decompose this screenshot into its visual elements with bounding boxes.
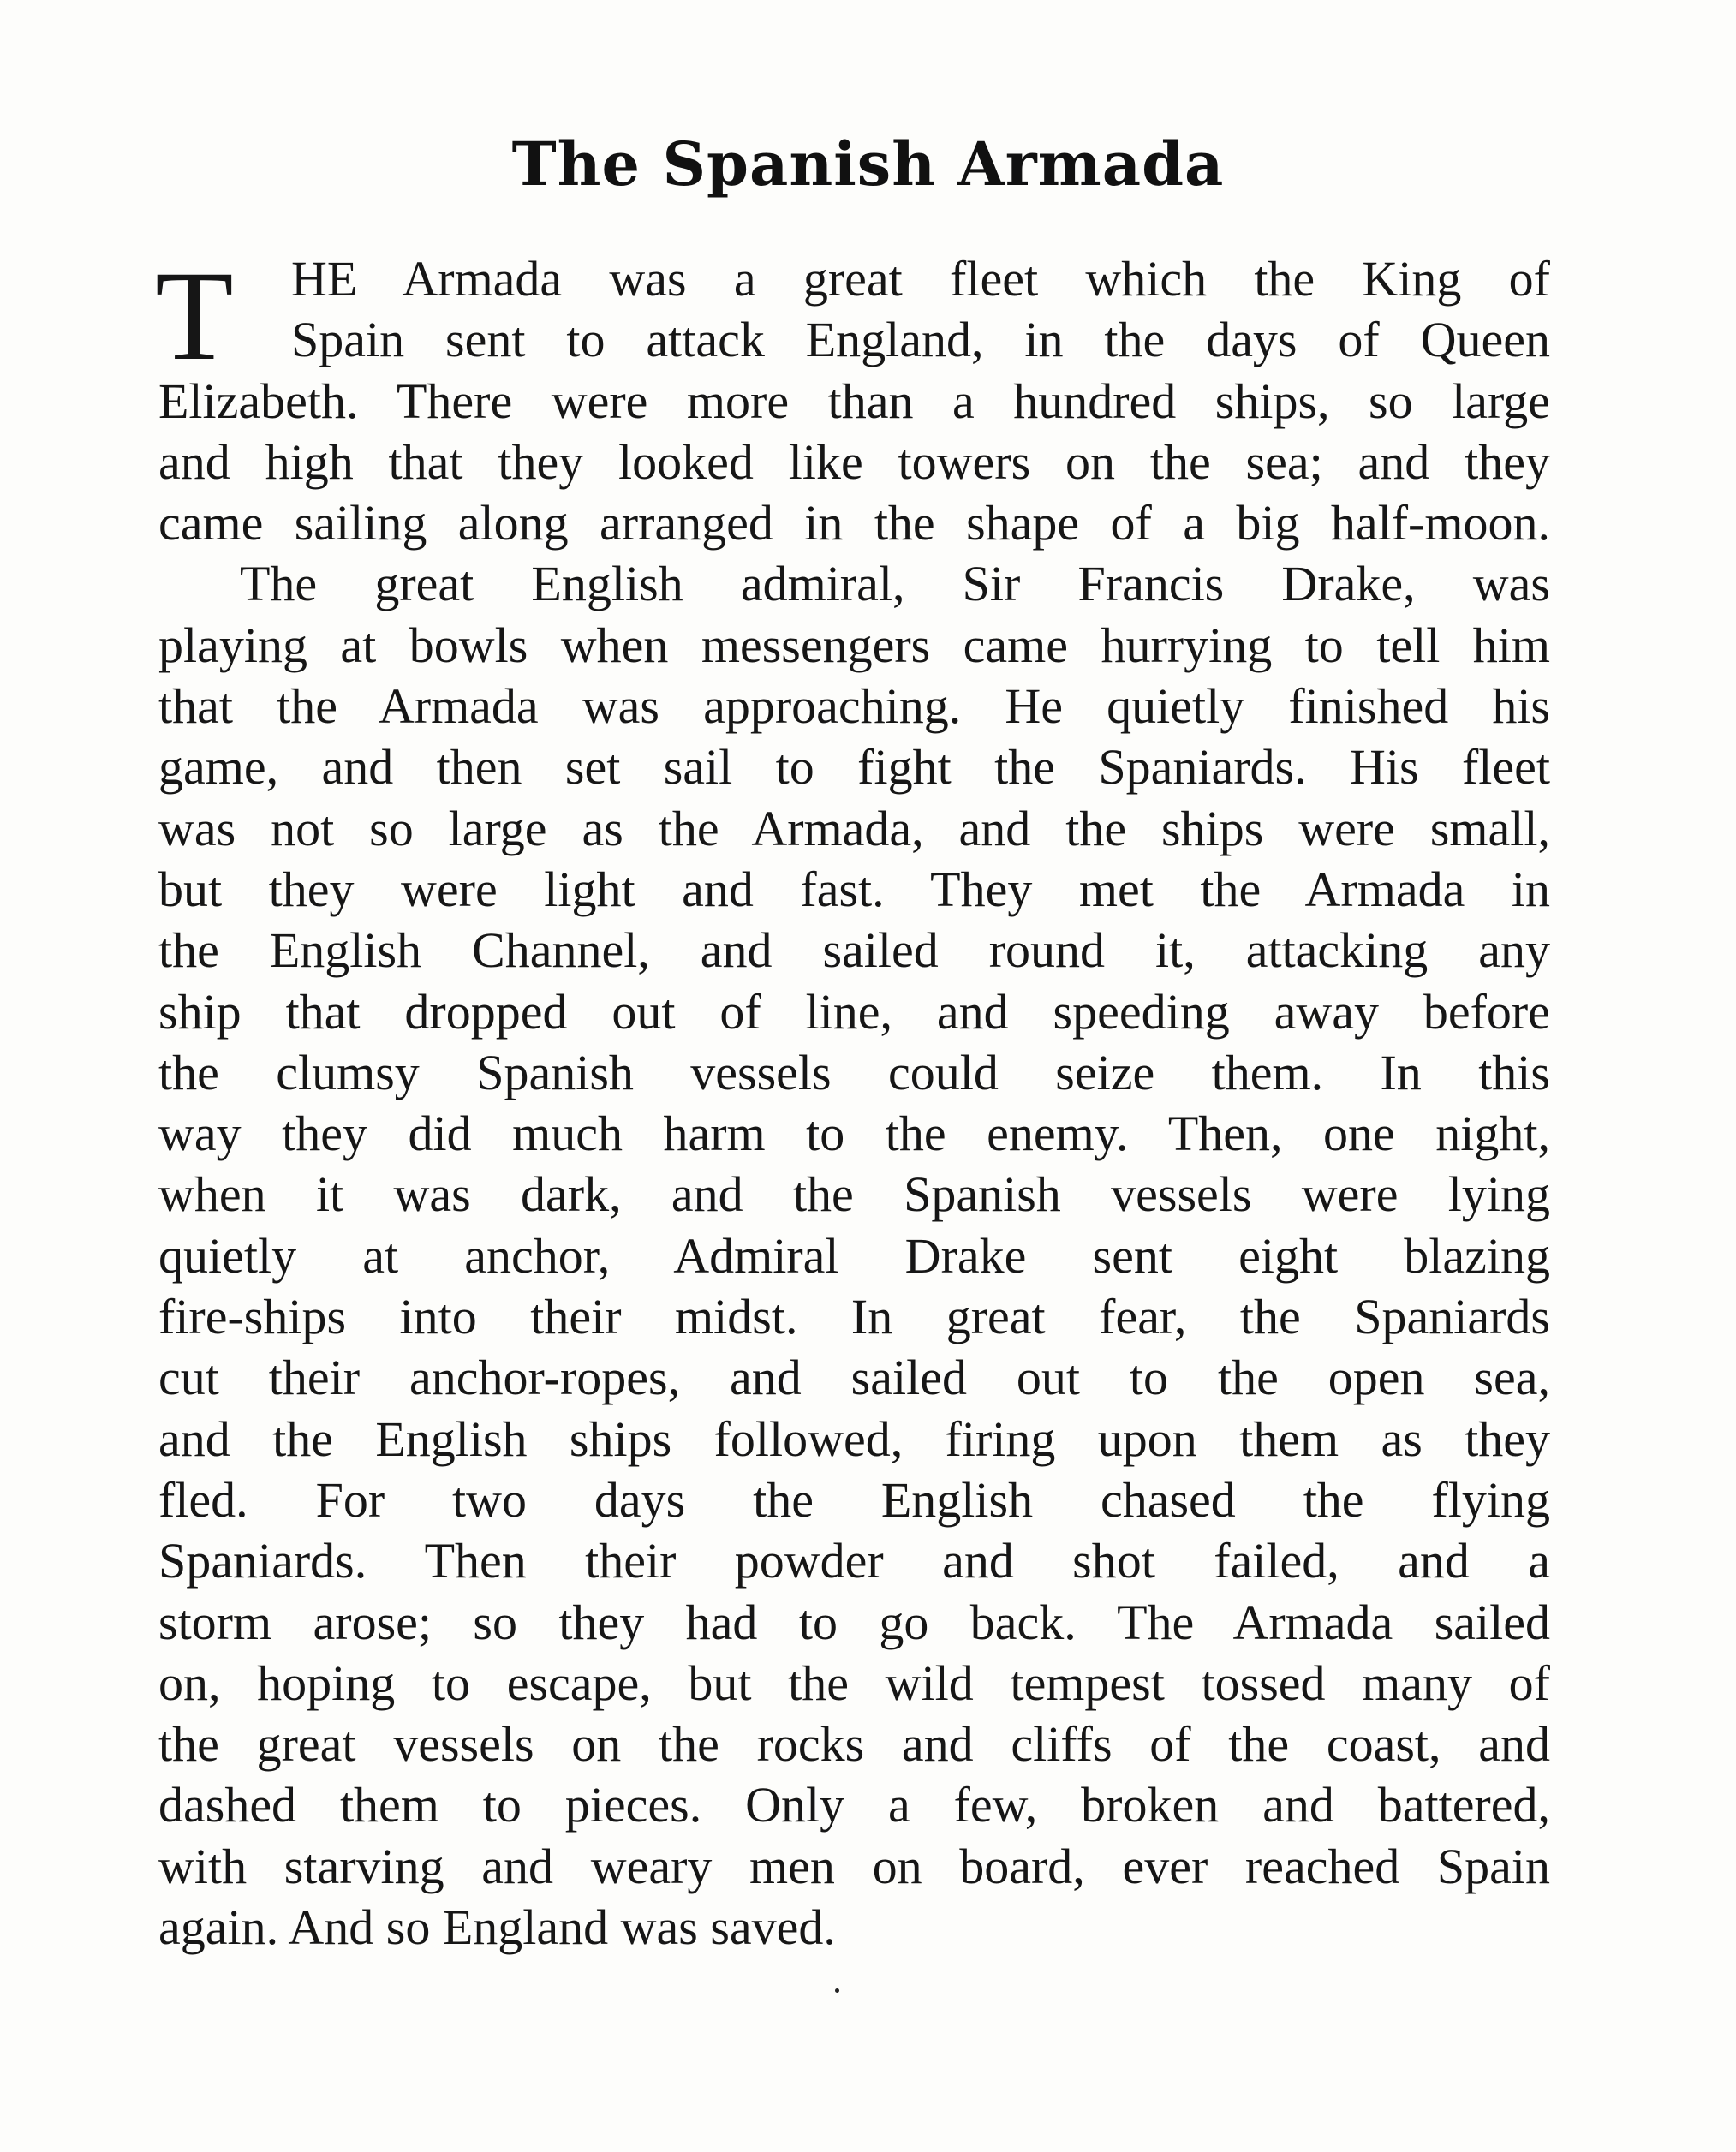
text-line-8: that the Armada was approaching. He quietly finished his — [158, 678, 1550, 735]
text-line-14: the clumsy Spanish vessels could seize them. In this — [158, 1044, 1550, 1100]
text-line-26: dashed them to pieces. Only a few, broken and battered, — [158, 1777, 1550, 1833]
text-line-20: and the English ships followed, firing upon them as they — [158, 1410, 1550, 1467]
text-line-7: playing at bowls when messengers came hurrying to tell him — [158, 617, 1550, 673]
text-line-12: the English Channel, and sailed round it, attacking any — [158, 922, 1550, 979]
text-line-15: way they did much harm to the enemy. Then, one night, — [158, 1106, 1550, 1162]
text-line-4: and high that they looked like towers on the sea; and they — [158, 433, 1550, 490]
text-line-1: HE Armada was a great fleet which the King of — [291, 251, 1550, 307]
print-speck — [835, 1988, 839, 1993]
text-line-11: but they were light and fast. They met the Armada in — [158, 861, 1550, 917]
text-line-21: fled. For two days the English chased the flying — [158, 1471, 1550, 1528]
text-line-10: was not so large as the Armada, and the ships were small, — [158, 800, 1550, 856]
text-line-16: when it was dark, and the Spanish vessels were lying — [158, 1166, 1550, 1223]
text-line-3: Elizabeth. There were more than a hundred ships, so large — [158, 373, 1550, 429]
drop-cap: T — [155, 245, 234, 387]
text-line-23: storm arose; so they had to go back. The Armada sailed — [158, 1594, 1550, 1650]
text-line-18: fire-ships into their midst. In great fear, the Spaniards — [158, 1289, 1550, 1345]
text-line-28: again. And so England was saved. — [158, 1899, 836, 1956]
text-line-6: The great English admiral, Sir Francis Drake, was — [240, 556, 1550, 612]
page-title: The Spanish Armada — [511, 128, 1225, 200]
text-line-2: Spain sent to attack England, in the days of Queen — [291, 312, 1550, 368]
text-line-17: quietly at anchor, Admiral Drake sent eight blazing — [158, 1227, 1550, 1284]
text-line-19: cut their anchor-ropes, and sailed out to the open sea, — [158, 1350, 1550, 1406]
text-line-13: ship that dropped out of line, and speeding away before — [158, 983, 1550, 1040]
text-line-24: on, hoping to escape, but the wild tempest tossed many of — [158, 1654, 1550, 1711]
text-line-5: came sailing along arranged in the shape of a big half-moon. — [158, 495, 1550, 551]
text-line-9: game, and then set sail to fight the Spaniards. His fleet — [158, 739, 1550, 796]
text-line-22: Spaniards. Then their powder and shot failed, and a — [158, 1533, 1550, 1589]
text-line-25: the great vessels on the rocks and cliffs of the coast, and — [158, 1716, 1550, 1773]
text-line-27: with starving and weary men on board, ever reached Spain — [158, 1838, 1550, 1894]
body-text — [155, 245, 1550, 1958]
